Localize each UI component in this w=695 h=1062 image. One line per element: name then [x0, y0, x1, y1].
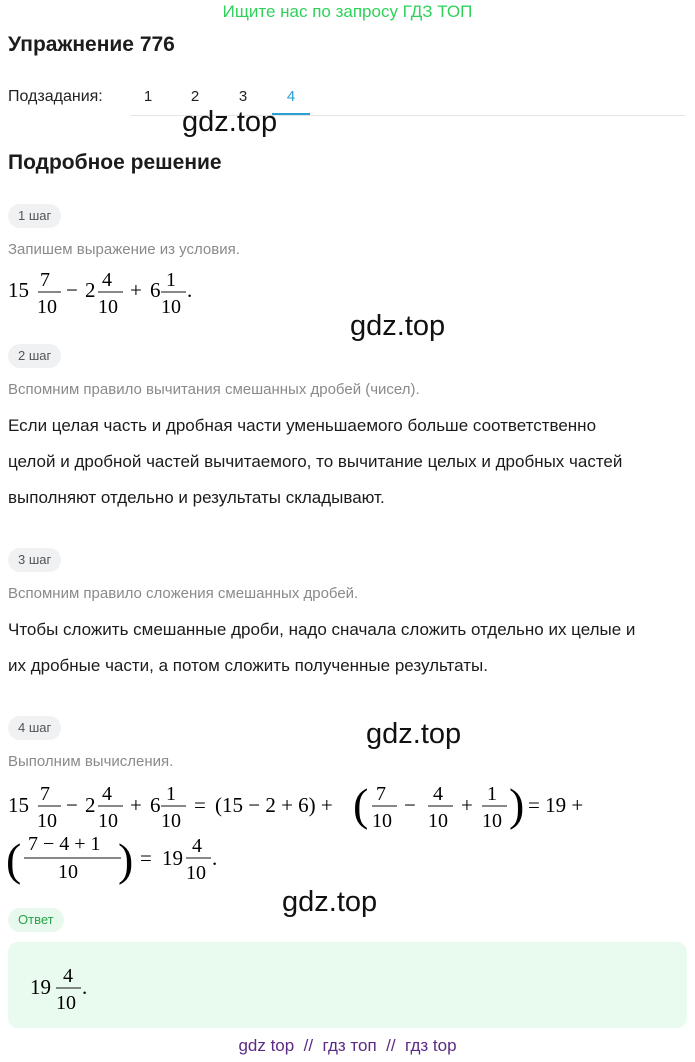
svg-text:10: 10 [37, 296, 57, 318]
text-line: Чтобы сложить смешанные дроби, надо сначала сложить отдельно их целые и [8, 620, 636, 639]
svg-text:(: ( [6, 834, 22, 885]
svg-text:= 19 +: = 19 + [528, 793, 584, 817]
svg-text:2: 2 [85, 793, 96, 817]
page-title: Упражнение 776 [8, 33, 175, 56]
svg-text:10: 10 [186, 862, 206, 884]
svg-text:1: 1 [166, 783, 176, 805]
step-3-badge: 3 шаг [8, 548, 61, 572]
svg-text:(15 − 2 + 6) +: (15 − 2 + 6) + [215, 793, 333, 817]
svg-text:4: 4 [63, 965, 73, 987]
svg-text:−: − [66, 793, 78, 817]
svg-text:4: 4 [192, 835, 202, 857]
text-line: выполняют отдельно и результаты складывают. [8, 488, 385, 507]
svg-text:4: 4 [102, 269, 112, 291]
text-line: Если целая часть и дробная части уменьшаемого больше соответственно [8, 416, 597, 435]
svg-text:7 − 4 + 1: 7 − 4 + 1 [28, 833, 101, 855]
footer-links[interactable]: gdz top // гдз топ // гдз top [238, 1036, 457, 1055]
step-2-badge: 2 шаг [8, 344, 61, 368]
watermark: gdz.top [182, 106, 278, 138]
step-3-hint: Вспомним правило сложения смешанных дробей. [8, 585, 359, 602]
watermark: gdz.top [282, 886, 378, 918]
svg-text:+: + [461, 793, 473, 817]
step-1-hint: Запишем выражение из условия. [8, 241, 240, 258]
step-1-math [6, 264, 206, 320]
text-line: их дробные части, а потом сложить полученные результаты. [8, 656, 488, 675]
step-4-math [6, 772, 606, 890]
svg-text:4: 4 [102, 783, 112, 805]
step-4-badge: 4 шаг [8, 716, 61, 740]
step-2-text [8, 408, 688, 516]
subtask-tab-4[interactable]: 4 [286, 88, 296, 105]
svg-text:10: 10 [98, 296, 118, 318]
step-4-hint: Выполним вычисления. [8, 753, 174, 770]
watermark: gdz.top [366, 718, 462, 750]
svg-text:): ) [509, 779, 525, 830]
svg-text:10: 10 [58, 861, 78, 883]
step-3-text [8, 612, 688, 684]
svg-text:7: 7 [40, 783, 50, 805]
svg-text:.: . [82, 975, 88, 999]
subtask-tab-3[interactable]: 3 [238, 88, 248, 105]
svg-text:=: = [194, 793, 206, 817]
svg-text:10: 10 [98, 810, 118, 832]
svg-text:10: 10 [37, 810, 57, 832]
svg-text:+: + [130, 278, 142, 302]
section-title: Подробное решение [8, 151, 222, 174]
svg-text:7: 7 [376, 783, 386, 805]
svg-text:19: 19 [30, 975, 51, 999]
svg-text:7: 7 [40, 269, 50, 291]
svg-text:.: . [212, 846, 218, 870]
active-tab-indicator [272, 113, 310, 115]
svg-text:10: 10 [428, 810, 448, 832]
subtask-tab-2[interactable]: 2 [190, 88, 200, 105]
svg-text:19: 19 [162, 846, 183, 870]
watermark: gdz.top [350, 310, 446, 342]
svg-text:+: + [130, 793, 142, 817]
svg-text:1: 1 [166, 269, 176, 291]
svg-text:10: 10 [56, 992, 76, 1014]
svg-text:=: = [140, 846, 152, 870]
svg-text:4: 4 [433, 783, 443, 805]
svg-text:10: 10 [482, 810, 502, 832]
svg-text:.: . [187, 278, 193, 302]
svg-text:2: 2 [85, 278, 96, 302]
step-1-badge: 1 шаг [8, 204, 61, 228]
svg-text:10: 10 [161, 296, 181, 318]
answer-badge: Ответ [8, 908, 64, 932]
subtask-tab-1[interactable]: 1 [143, 88, 153, 105]
svg-text:15: 15 [8, 278, 29, 302]
promo-banner[interactable]: Ищите нас по запросу ГДЗ ТОП [222, 2, 473, 21]
svg-text:−: − [66, 278, 78, 302]
step-2-hint: Вспомним правило вычитания смешанных дробей (чисел). [8, 381, 420, 398]
svg-text:): ) [118, 834, 134, 885]
svg-text:10: 10 [161, 810, 181, 832]
svg-text:10: 10 [372, 810, 392, 832]
svg-text:−: − [404, 793, 416, 817]
svg-text:6: 6 [150, 278, 161, 302]
svg-text:(: ( [353, 779, 369, 830]
subtasks-label: Подзадания: [8, 88, 103, 105]
svg-text:15: 15 [8, 793, 29, 817]
svg-text:1: 1 [487, 783, 497, 805]
svg-text:6: 6 [150, 793, 161, 817]
text-line: целой и дробной частей вычитаемого, то вычитание целых и дробных частей [8, 452, 623, 471]
answer-math [28, 960, 148, 1016]
